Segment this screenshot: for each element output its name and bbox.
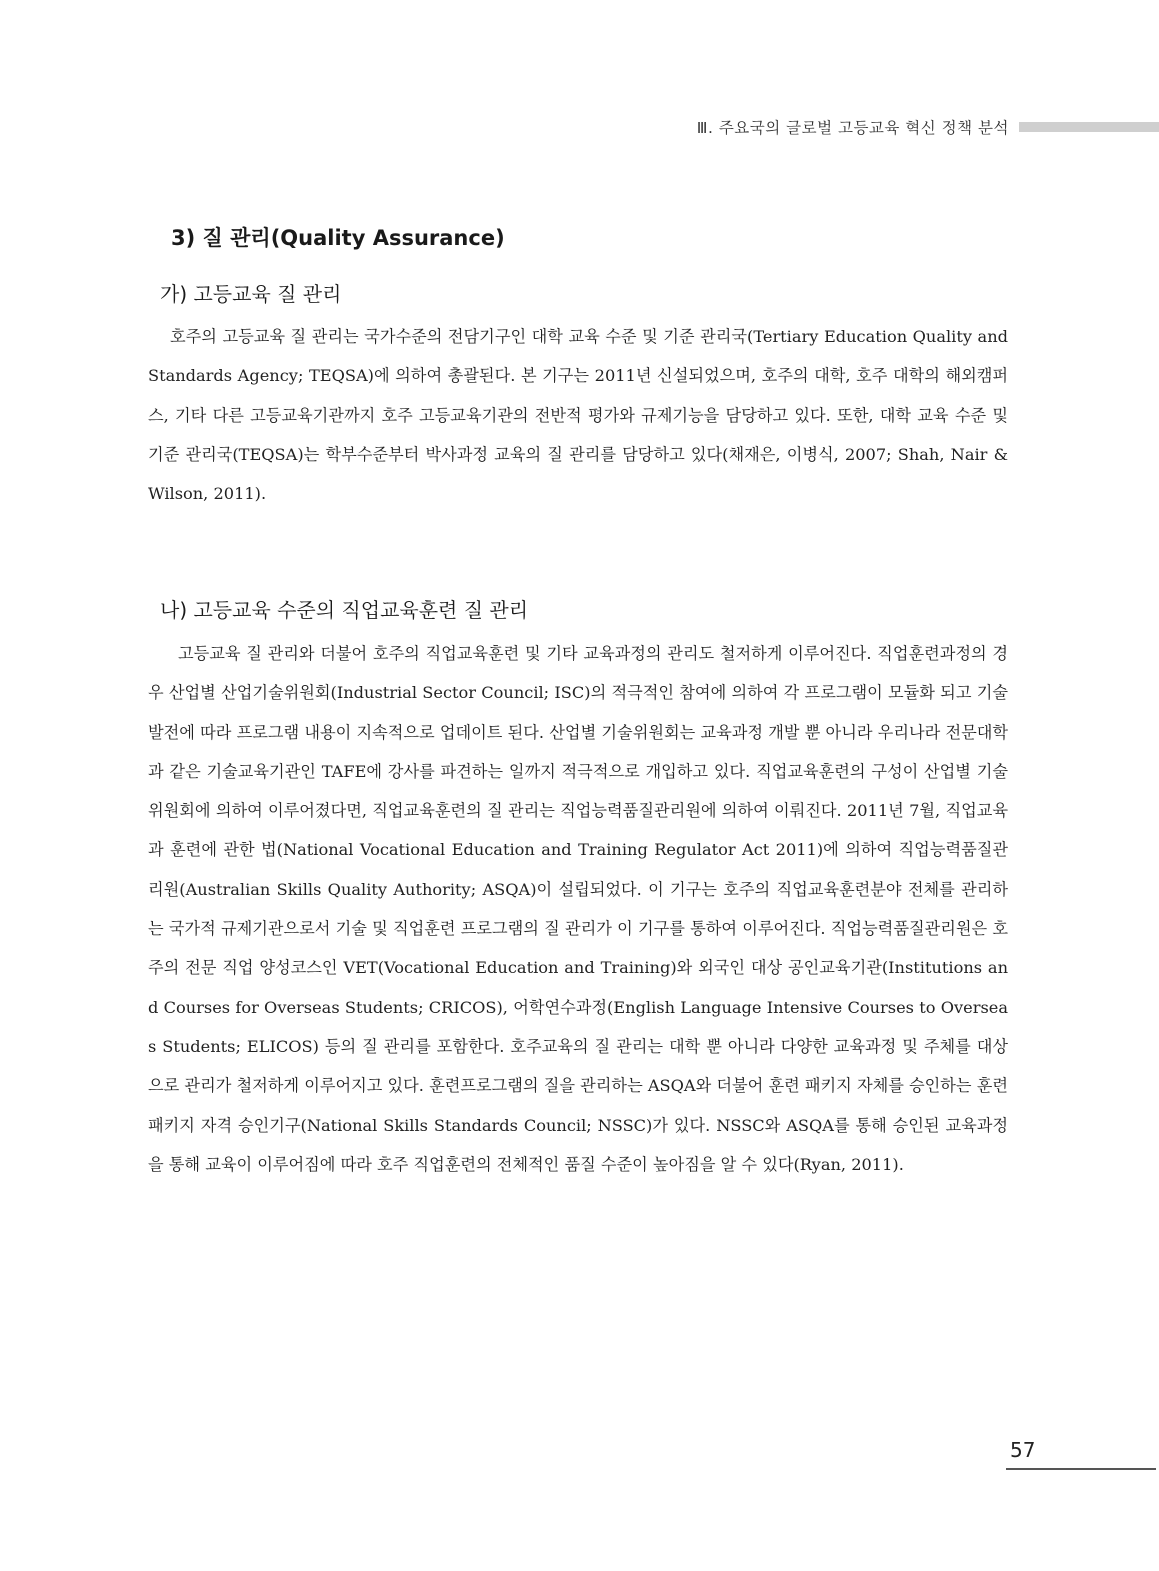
running-header-title: Ⅲ. 주요국의 글로벌 고등교육 혁신 정책 분석 [696, 119, 1009, 137]
footer-rule [1006, 1468, 1156, 1470]
section-title: 3) 질 관리(Quality Assurance) [171, 226, 505, 250]
body-paragraph-vocational-training-quality: 고등교육 질 관리와 더불어 호주의 직업교육훈련 및 기타 교육과정의 관리도 철저하게 이루어진다. 직업훈련과정의 경우 산업별 산업기술위원회(Industrial Sector Council; ISC)의 적극적인 참여에 의하여 각 프로그램이 모듈화 되고 기술 발전에 따라 프로그램 내용이 지속적으로 업데이트 된다. 산업별 기술위원회는 교육과정 개발 뿐 아니라 우리나라 전문대학과 같은 기술교육기관인 TAFE에 강사를 파견하는 일까지 적극적으로 개입하고 있다. 직업교육훈련의 구성이 산업별 기술위원회에 의하여 이루어졌다면, 직업교육훈련의 질 관리는 직업능력품질관리원에 의하여 이뤄진다. 2011년 7월, 직업교육과 훈련에 관한 법(National Vocational Education and Training Regulator Act 2011)에 의하여 직업능력품질관리원(Australian Skills Quality Authority; ASQA)이 설립되었다. 이 기구는 호주의 직업교육훈련분야 전체를 관리하는 국가적 규제기관으로서 기술 및 직업훈련 프로그램의 질 관리가 이 기구를 통하여 이루어진다. 직업능력품질관리원은 호주의 전문 직업 양성코스인 VET(Vocational Education and Training)와 외국인 대상 공인교육기관(Institutions and Courses for Overseas Students; CRICOS), 어학연수과정(English Language Intensive Courses to Overseas Students; ELICOS) 등의 질 관리를 포함한다. 호주교육의 질 관리는 대학 뿐 아니라 다양한 교육과정 및 주체를 대상으로 관리가 철저하게 이루어지고 있다. 훈련프로그램의 질을 관리하는 ASQA와 더불어 훈련 패키지 자체를 승인하는 훈련패키지 자격 승인기구(National Skills Standards Council; NSSC)가 있다. NSSC와 ASQA를 통해 승인된 교육과정을 통해 교육이 이루어짐에 따라 호주 직업훈련의 전체적인 품질 수준이 높아짐을 알 수 있다(Ryan, 2011). [148, 644, 1008, 1174]
body-paragraph-higher-education-quality: 호주의 고등교육 질 관리는 국가수준의 전담기구인 대학 교육 수준 및 기준 관리국(Tertiary Education Quality and Standards Agency; TEQSA)에 의하여 총괄된다. 본 기구는 2011년 신설되었으며, 호주의 대학, 호주 대학의 해외캠퍼스, 기타 다른 고등교육기관까지 호주 고등교육기관의 전반적 평가와 규제기능을 담당하고 있다. 또한, 대학 교육 수준 및 기준 관리국(TEQSA)는 학부수준부터 박사과정 교육의 질 관리를 담당하고 있다(채재은, 이병식, 2007; Shah, Nair & Wilson, 2011). [148, 327, 1008, 504]
header-decorative-bar [1019, 122, 1159, 132]
subsection-title-vocational-training-quality: 나) 고등교육 수준의 직업교육훈련 질 관리 [160, 598, 529, 622]
subsection-title-higher-education-quality: 가) 고등교육 질 관리 [160, 282, 342, 306]
page-number: 57 [1010, 1438, 1036, 1462]
